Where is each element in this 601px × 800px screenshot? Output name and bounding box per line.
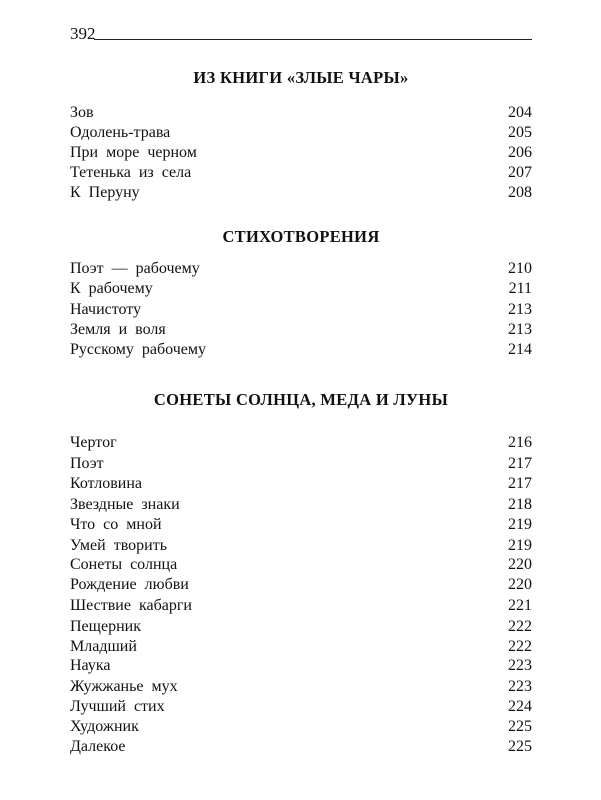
toc-entry (70, 575, 532, 595)
entry-title: Чертог (70, 434, 117, 451)
entry-title: Звездные знаки (70, 496, 180, 513)
header-rule (94, 39, 532, 40)
entry-page: 222 (508, 618, 532, 635)
entry-page: 217 (508, 475, 532, 492)
entry-title: Рождение любви (70, 576, 189, 593)
toc-entry (70, 737, 532, 757)
toc-entry (70, 183, 532, 203)
entry-title: Лучший стих (70, 698, 165, 715)
toc-entry (70, 320, 532, 340)
entry-page: 220 (508, 556, 532, 573)
entry-title: Младший (70, 638, 137, 655)
toc-entry (70, 123, 532, 143)
entry-page: 206 (508, 144, 532, 161)
entry-title: К Перуну (70, 184, 140, 201)
toc-entry (70, 163, 532, 183)
entry-page: 220 (508, 576, 532, 593)
entry-page: 225 (508, 738, 532, 755)
page-header (70, 24, 532, 44)
toc-entry (70, 536, 532, 556)
toc-entry (70, 143, 532, 163)
entry-title: Художник (70, 718, 139, 735)
toc-entry (70, 259, 532, 279)
entry-page: 213 (508, 321, 532, 338)
entry-page: 223 (508, 678, 532, 695)
entry-title: Русскому рабочему (70, 341, 206, 358)
entry-page: 219 (508, 537, 532, 554)
entry-title: Зов (70, 104, 94, 121)
toc-entry (70, 103, 532, 123)
entry-page: 214 (508, 341, 532, 358)
entry-title: Наука (70, 657, 111, 674)
toc-entry (70, 697, 532, 717)
toc-entry (70, 340, 532, 360)
entry-page: 221 (508, 597, 532, 614)
entry-title: Земля и воля (70, 321, 166, 338)
entry-title: Начистоту (70, 301, 142, 318)
entry-page: 208 (508, 184, 532, 201)
toc-entry (70, 617, 532, 637)
entry-title: К рабочему (70, 280, 153, 297)
toc-entry (70, 454, 532, 474)
entry-page: 213 (508, 301, 532, 318)
entry-title: Котловина (70, 475, 143, 492)
entry-title: Поэт — рабочему (70, 260, 200, 277)
entry-title: Поэт (70, 455, 104, 472)
toc-entry (70, 300, 532, 320)
entry-page: 216 (508, 434, 532, 451)
entry-title: Пещерник (70, 618, 141, 635)
entry-page: 224 (508, 698, 532, 715)
toc-entry (70, 656, 532, 676)
entry-page: 218 (508, 496, 532, 513)
section-title-zlye-chary: ИЗ КНИГИ «ЗЛЫЕ ЧАРЫ» (193, 68, 409, 87)
entry-title: Одолень-трава (70, 124, 171, 141)
section-title-stikhotvoreniya: СТИХОТВОРЕНИЯ (222, 227, 380, 246)
toc-entry (70, 433, 532, 453)
entry-title: Шествие кабарги (70, 597, 192, 614)
section-title-sonety: СОНЕТЫ СОЛНЦА, МЕДА И ЛУНЫ (153, 390, 449, 409)
entry-page: 207 (508, 164, 532, 181)
toc-entry (70, 279, 532, 299)
toc-entry (70, 677, 532, 697)
toc-entry (70, 555, 532, 575)
page-number: 392 (70, 24, 96, 43)
toc-entry (70, 495, 532, 515)
toc-entry (70, 637, 532, 657)
entry-page: 222 (508, 638, 532, 655)
entry-page: 223 (508, 657, 532, 674)
entry-title: Умей творить (70, 537, 167, 554)
entry-page: 210 (508, 260, 532, 277)
entry-title: Жужжанье мух (70, 678, 178, 695)
toc-entry (70, 474, 532, 494)
entry-page: 219 (508, 516, 532, 533)
entry-title: Что со мной (70, 516, 162, 533)
entry-page: 225 (508, 718, 532, 735)
entry-title: Тетенька из села (70, 164, 192, 181)
toc-entry (70, 717, 532, 737)
entry-title: Далекое (70, 738, 126, 755)
entry-page: 205 (508, 124, 532, 141)
entry-title: Сонеты солнца (70, 556, 178, 573)
entry-page: 204 (508, 104, 532, 121)
toc-entry (70, 515, 532, 535)
entry-page: 217 (508, 455, 532, 472)
entry-page: 211 (508, 280, 532, 297)
entry-title: При море черном (70, 144, 197, 161)
toc-entry (70, 596, 532, 616)
